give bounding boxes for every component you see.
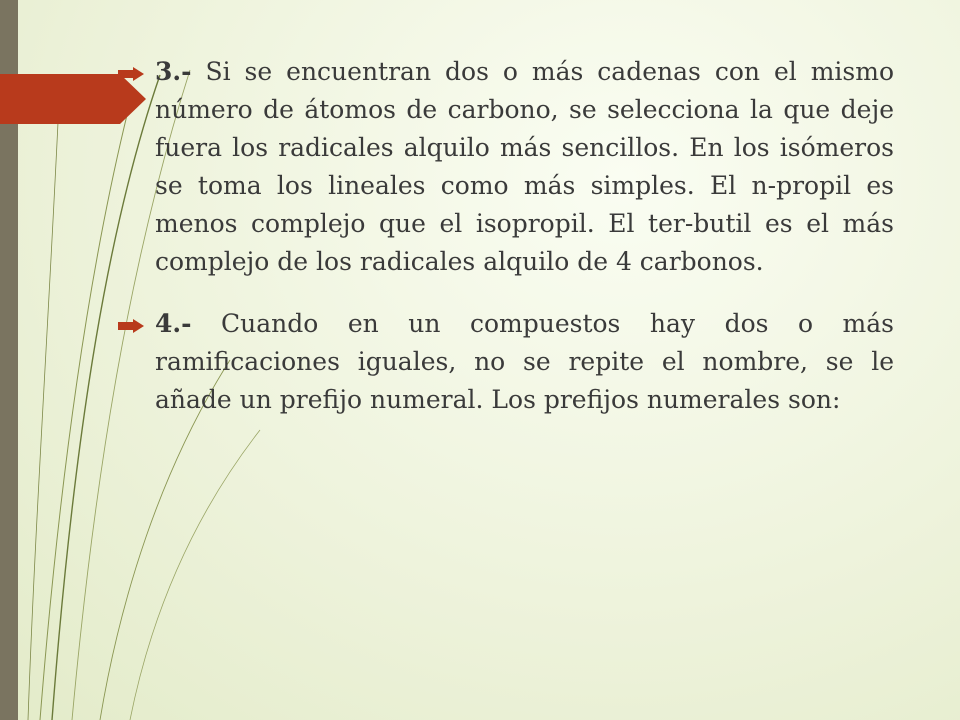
bullet-text <box>155 305 894 419</box>
bullet-body: Cuando en un compuestos hay dos o más ramificaciones iguales, no se repite el nombre, se le añade un prefijo numeral. Los prefijos numerales son: <box>155 309 894 414</box>
slide-content <box>118 53 894 443</box>
bullet-item-4 <box>118 305 894 419</box>
bullet-text <box>155 53 894 281</box>
bullet-arrow-icon <box>118 319 144 333</box>
bullet-item-3 <box>118 53 894 281</box>
bullet-arrow-icon <box>118 67 144 81</box>
bullet-number: 4.- <box>155 309 192 338</box>
bullet-number: 3.- <box>155 57 192 86</box>
bullet-body: Si se encuentran dos o más cadenas con el mismo número de átomos de carbono, se selecciona la que deje fuera los radicales alquilo más sencillos. En los isómeros se toma los lineales como más simples. El n-propil es menos complejo que el isopropil. El ter-butil es el más complejo de los radicales alquilo de 4 carbonos. <box>155 57 894 276</box>
